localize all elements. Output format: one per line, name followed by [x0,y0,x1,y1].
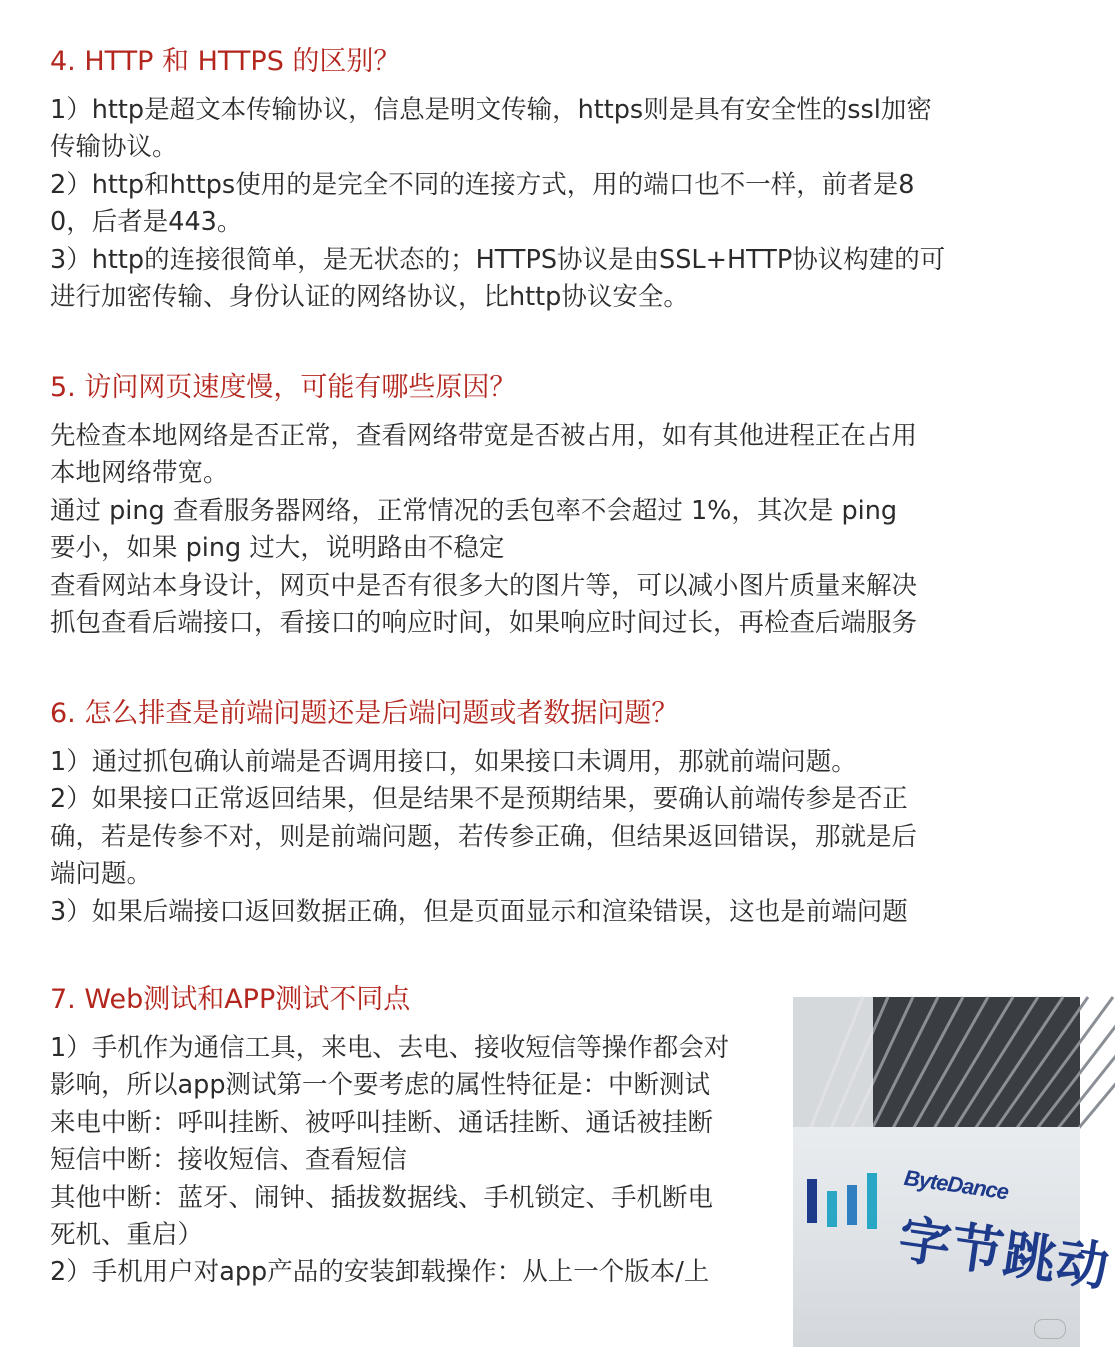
section-frontend-vs-backend [50,696,1050,931]
section-heading: 5. 访问网页速度慢，可能有哪些原因？ [50,372,517,403]
watermark-badge [1034,1319,1066,1339]
body-line: 抓包查看后端接口，看接口的响应时间，如果响应时间过长，再检查后端服务 [50,608,918,639]
bytedance-logo-text: ByteDance [902,1165,1010,1205]
body-line: 端问题。 [50,859,153,890]
section-heading: 4. HTTP 和 HTTPS 的区别？ [50,46,401,77]
body-line: 3）如果后端接口返回数据正确，但是页面显示和渲染错误，这也是前端问题 [50,896,908,927]
section-heading: 6. 怎么排查是前端问题还是后端问题或者数据问题？ [50,698,679,729]
bytedance-office-photo [793,997,1114,1347]
body-line: 来电中断：呼叫挂断、被呼叫挂断、通话挂断、通话被挂断 [50,1107,714,1138]
body-line: 2）手机用户对app产品的安装卸载操作：从上一个版本/上 [50,1257,710,1288]
body-line: 1）http是超文本传输协议，信息是明文传输，https则是具有安全性的ssl加密 [50,95,932,125]
section-heading: 7. Web测试和APP测试不同点 [50,984,411,1015]
body-line: 2）如果接口正常返回结果，但是结果不是预期结果，要确认前端传参是否正 [50,784,908,815]
body-line: 短信中断：接收短信、查看短信 [50,1145,408,1176]
section-http-vs-https [50,44,1050,316]
body-line: 其他中断：蓝牙、闹钟、插拔数据线、手机锁定、手机断电 [50,1182,714,1213]
body-line: 本地网络带宽。 [50,458,229,489]
body-line: 2）http和https使用的是完全不同的连接方式，用的端口也不一样，前者是8 [50,169,915,200]
body-line: 确，若是传参不对，则是前端问题，若传参正确，但结果返回错误，那就是后 [50,821,918,852]
section-slow-page-causes [50,370,1050,642]
body-line: 3）http的连接很简单，是无状态的；HTTPS协议是由SSL+HTTP协议构建的可 [50,244,946,275]
bytedance-logo-icon [805,1165,885,1233]
body-line: 要小，如果 ping 过大，说明路由不稳定 [50,533,505,564]
body-line: 影响，所以app测试第一个要考虑的属性特征是：中断测试 [50,1070,711,1101]
body-line: 1）通过抓包确认前端是否调用接口，如果接口未调用，那就前端问题。 [50,747,857,777]
body-line: 查看网站本身设计，网页中是否有很多大的图片等，可以减小图片质量来解决 [50,570,918,601]
body-line: 先检查本地网络是否正常，查看网络带宽是否被占用，如有其他进程正在占用 [50,421,918,451]
ceiling-slats [793,997,1080,1147]
body-line: 进行加密传输、身份认证的网络协议，比http协议安全。 [50,282,689,313]
body-line: 通过 ping 查看服务器网络，正常情况的丢包率不会超过 1%，其次是 ping [50,495,898,526]
body-line: 0，后者是443。 [50,207,243,238]
bytedance-logo-chinese: 字节跳动 [894,1209,1114,1299]
body-line: 1）手机作为通信工具，来电、去电、接收短信等操作都会对 [50,1033,730,1063]
body-line: 传输协议。 [50,132,178,163]
body-line: 死机、重启） [50,1220,204,1251]
